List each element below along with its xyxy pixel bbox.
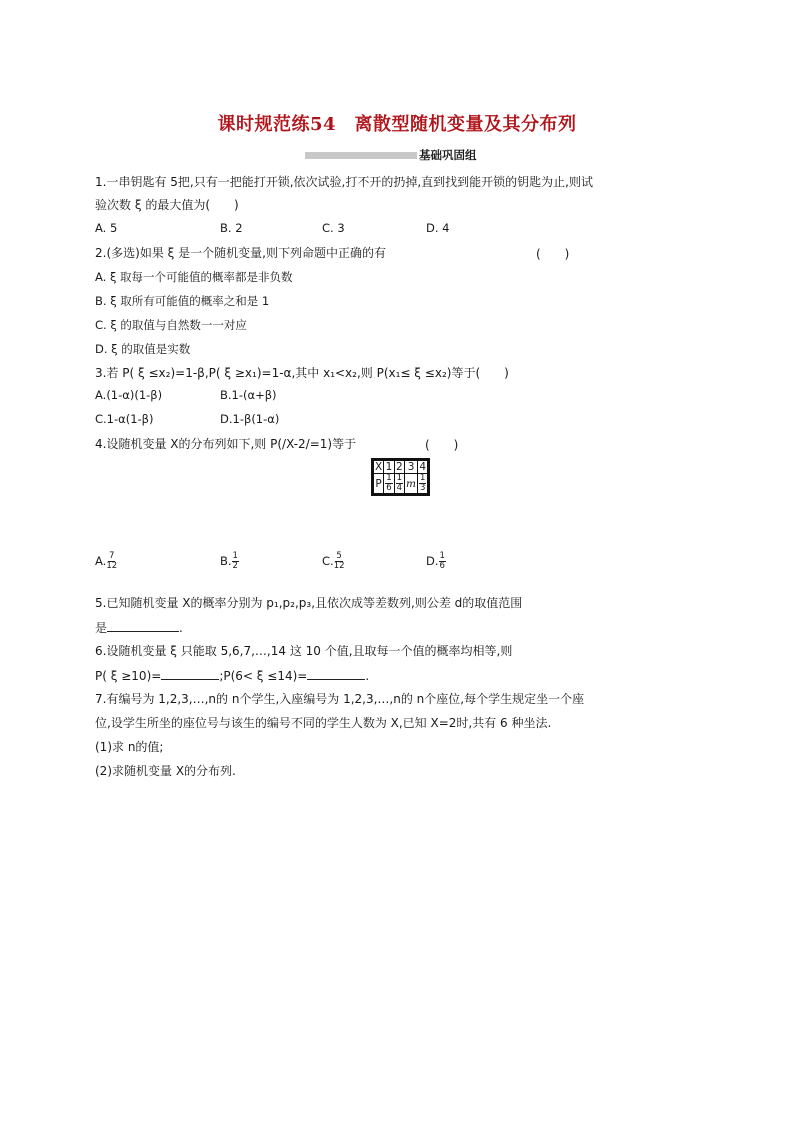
table-cell xyxy=(394,474,404,495)
q1-option-b: B. 2 xyxy=(220,221,243,235)
q4-option-d: D. $\frac{1}{6}$ xyxy=(426,551,445,571)
q3-option-d: D.1-β(1-α) xyxy=(220,412,280,426)
page-title: 课时规范练54 离散型随机变量及其分布列 xyxy=(217,114,577,135)
q5-answer-blank[interactable] xyxy=(107,619,179,632)
section-header xyxy=(305,148,477,162)
table-row-p xyxy=(373,474,429,495)
fraction: $\frac{1}{6}$ xyxy=(386,473,392,493)
q6-line1: 6.设随机变量 ξ 只能取 5,6,7,…,14 这 10 个值,且取每一个值的概率均相等,则 xyxy=(95,644,513,658)
table-cell: P xyxy=(373,474,384,495)
q4-option-c: C. $\frac{5}{12}$ xyxy=(322,551,345,571)
q1-line1: 1.一串钥匙有 5把,只有一把能打开锁,依次试验,打不开的扔掉,直到找到能开锁的钥匙为止,则试 xyxy=(95,175,593,189)
q6-line2: P( ξ ≥10)= ;P(6< ξ ≤14)= . xyxy=(95,669,370,683)
fraction: $\frac{1}{4}$ xyxy=(396,473,403,493)
q3-line1: 3.若 P( ξ ≤x₂)=1-β,P( ξ ≥x₁)=1-α,其中 x₁<x₂,则 P(x₁≤ ξ ≤x₂)等于( ) xyxy=(95,366,509,380)
q2-answer-paren: ( ) xyxy=(536,247,570,261)
fraction: $\frac{1}{3}$ xyxy=(420,473,426,493)
q3-option-c: C.1-α(1-β) xyxy=(95,412,154,426)
table-cell: X xyxy=(373,460,384,474)
q2-option-a: A. ξ 取每一个可能值的概率都是非负数 xyxy=(95,270,293,284)
distribution-table xyxy=(371,458,430,496)
q6-answer-blank-2[interactable] xyxy=(307,667,365,680)
q6-answer-blank-1[interactable] xyxy=(161,667,219,680)
q3-option-b: B.1-(α+β) xyxy=(220,388,277,402)
table-cell: 1 xyxy=(385,461,393,473)
q3-option-a: A.(1-α)(1-β) xyxy=(95,388,163,402)
q7-line1: 7.有编号为 1,2,3,…,n的 n个学生,入座编号为 1,2,3,…,n的 n个座位,每个学生规定坐一个座 xyxy=(95,692,585,706)
q5-line1: 5.已知随机变量 X的概率分别为 p₁,p₂,p₃,且依次成等差数列,则公差 d的取值范围 xyxy=(95,596,523,610)
table-row-x xyxy=(373,460,429,474)
q1-option-c: C. 3 xyxy=(322,221,345,235)
q2-line1: 2.(多选)如果 ξ 是一个随机变量,则下列命题中正确的有 xyxy=(95,246,386,260)
q2-option-b: B. ξ 取所有可能值的概率之和是 1 xyxy=(95,294,270,308)
section-bar xyxy=(305,152,417,159)
table-cell xyxy=(384,474,394,495)
q2-option-c: C. ξ 的取值与自然数一一对应 xyxy=(95,318,247,332)
q4-answer-paren: ( ) xyxy=(425,438,459,452)
table-cell xyxy=(418,474,429,495)
q7-sub2: (2)求随机变量 X的分布列. xyxy=(95,764,236,778)
table-cell: 3 xyxy=(405,460,418,474)
q7-sub1: (1)求 n的值; xyxy=(95,740,164,754)
q5-line2: 是 . xyxy=(95,621,183,635)
q2-option-d: D. ξ 的取值是实数 xyxy=(95,342,191,356)
q4-line1: 4.设随机变量 X的分布列如下,则 P(/X-2/=1)等于 xyxy=(95,437,357,451)
q1-option-a: A. 5 xyxy=(95,221,118,235)
table-cell: 4 xyxy=(418,460,429,474)
q1-option-d: D. 4 xyxy=(426,221,450,235)
table-cell: m xyxy=(405,474,418,495)
table-cell: 2 xyxy=(395,461,403,473)
q4-option-b: B. $\frac{1}{2}$ xyxy=(220,551,238,571)
q1-line2: 验次数 ξ 的最大值为( ) xyxy=(95,198,239,212)
q4-option-a: A. $\frac{7}{12}$ xyxy=(95,551,118,571)
section-label: 基础巩固组 xyxy=(419,148,477,162)
q7-line2: 位,设学生所坐的座位号与该生的编号不同的学生人数为 X,已知 X=2时,共有 6 种坐法. xyxy=(95,716,552,730)
